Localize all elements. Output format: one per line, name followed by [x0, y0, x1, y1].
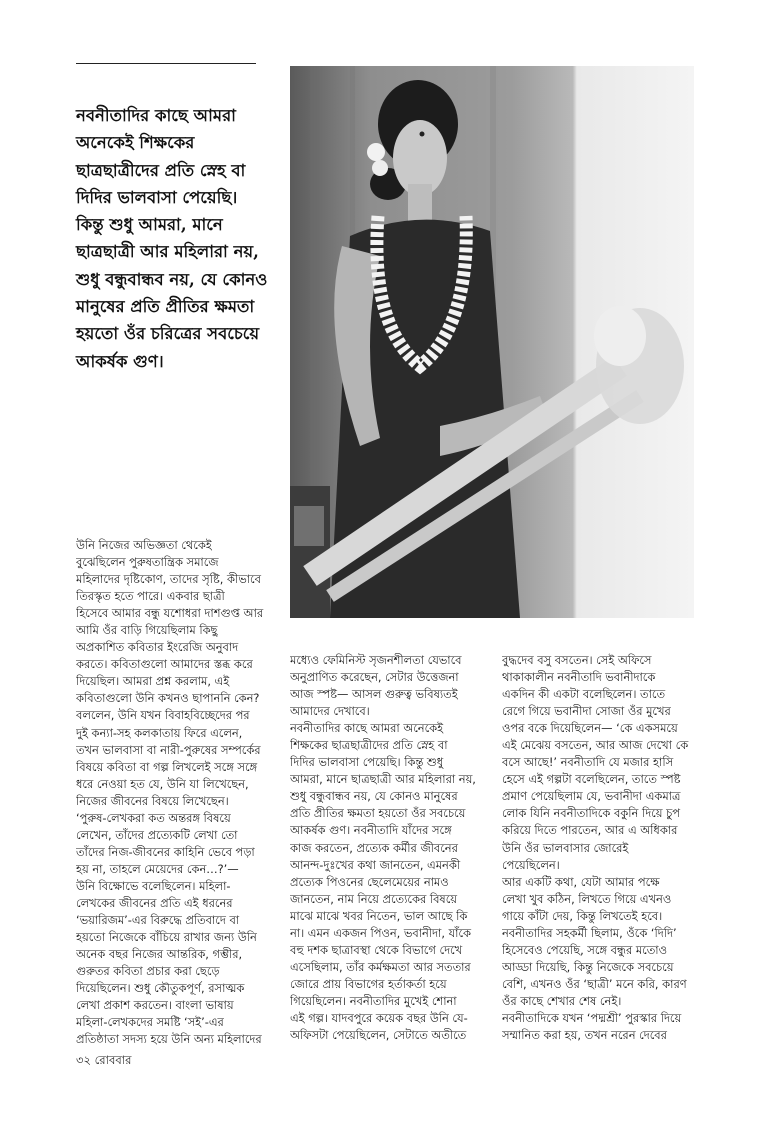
- article-column-3: বুদ্ধদেব বসু বসতেন। সেই অফিসে থাকাকালীন নবনীতাদি ভবানীদাকে একদিন কী একটা বলেছিলেন। তাতে রেগে গিয়ে ভবানীদা সোজা ওঁর মুখের ওপর বকে দিয়েছিলেন— ‘কে একসময়ে এই মেঝেয় বসতেন, আর আজ দেখো কে বসে আছে!’ নবনীতাদি যে মজার হাসি হেসে এই গল্পটা বলেছিলেন, তাতে স্পষ্ট প্রমাণ পেয়েছিলাম যে, ভবানীদা একমাত্র লোক যিনি নবনীতাদিকে বকুনি দিয়ে চুপ করিয়ে দিতে পারতেন, আর এ অধিকার উনি ওঁর ভালবাসার জোরেই পেয়েছিলেন। আর একটি কথা, যেটা আমার পক্ষে লেখা খুব কঠিন, লিখতে গিয়ে এখনও গায়ে কাঁটা দেয়, কিন্তু লিখতেই হবে। নবনীতাদির সহকর্মী ছিলাম, ওঁকে ‘দিদি’ হিসেবেও পেয়েছি, সঙ্গে বন্ধুর মতোও আড্ডা দিয়েছি, কিন্তু নিজেকে সবচেয়ে বেশি, এখনও ওঁর ‘ছাত্রী’ মনে করি, কারণ ওঁর কাছে শেখার শেষ নেই। নবনীতাদিকে যখন ‘পদ্মশ্রী’ পুরস্কার দিয়ে সম্মানিত করা হয়, তখন নরেন দেবের: [502, 653, 689, 1043]
- page-footer: [76, 1052, 131, 1071]
- top-rule: [76, 63, 256, 64]
- portrait-photo: [290, 66, 694, 618]
- article-column-1: উনি নিজের অভিজ্ঞতা থেকেই বুঝেছিলেন পুরুষতান্ত্রিক সমাজে মহিলাদের দৃষ্টিকোণ, তাদের সৃষ্টি, কীভাবে তিরস্কৃত হতে পারে। একবার ছাত্রী হিসেবে আমার বন্ধু যশোধরা দাশগুপ্ত আর আমি ওঁর বাড়ি গিয়েছিলাম কিছু অপ্রকাশিত কবিতার ইংরেজি অনুবাদ করতে। কবিতাগুলো আমাদের স্তব্ধ করে দিয়েছিল। আমরা প্রশ্ন করলাম, এই কবিতাগুলো উনি কখনও ছাপাননি কেন? বললেন, উনি যখন বিবাহবিচ্ছেদের পর দুই কন্যা-সহ কলকাতায় ফিরে এলেন, তখন ভালবাসা বা নারী-পুরুষের সম্পর্কের বিষয়ে কবিতা বা গল্প লিখলেই সঙ্গে সঙ্গে ধরে নেওয়া হত যে, উনি যা লিখেছেন, নিজের জীবনের বিষয়ে লিখেছেন। ‘পুরুষ-লেখকরা কত অন্তরঙ্গ বিষয়ে লেখেন, তাঁদের প্রত্যেকটি লেখা তো তাঁদের নিজ-জীবনের কাহিনি ভেবে পড়া হয় না, তাহলে মেয়েদের কেন…?’— উনি বিক্ষোভে বলেছিলেন। মহিলা- লেখকের জীবনের প্রতি এই ধরনের ‘ভয়ারিজম’-এর বিরুদ্ধে প্রতিবাদে বা হয়তো নিজেকে বাঁচিয়ে রাখার জন্য উনি অনেক বছর নিজের আন্তরিক, গম্ভীর, গুরুতর কবিতা প্রচার করা ছেড়ে দিয়েছিলেন। শুধু কৌতুকপূর্ণ, রসাত্মক লেখা প্রকাশ করতেন। বাংলা ভাষায় মহিলা-লেখকদের সমষ্টি ‘সই’-এর প্রতিষ্ঠাতা সদস্য হয়ে উনি অন্য মহিলাদের: [76, 538, 264, 1047]
- pull-quote: নবনীতাদির কাছে আমরা অনেকেই শিক্ষকের ছাত্রছাত্রীদের প্রতি স্নেহ বা দিদির ভালবাসা পেয়েছি। কিন্তু শুধু আমরা, মানে ছাত্রছাত্রী আর মহিলারা নয়, শুধু বন্ধুবান্ধব নয়, যে কোনও মানুষের প্রতি প্রীতির ক্ষমতা হয়তো ওঁর চরিত্রের সবচেয়ে আকর্ষক গুণ।: [76, 106, 268, 371]
- page-number: ৩২: [76, 1053, 91, 1067]
- article-column-2: মধ্যেও ফেমিনিস্ট সৃজনশীলতা যেভাবে অনুপ্রাণিত করেছেন, সেটার উত্তেজনা আজ স্পষ্ট— আসল গুরুত্ব ভবিষ্যতই আমাদের দেখাবে। নবনীতাদির কাছে আমরা অনেকেই শিক্ষকের ছাত্রছাত্রীদের প্রতি স্নেহ বা দিদির ভালবাসা পেয়েছি। কিন্তু শুধু আমরা, মানে ছাত্রছাত্রী আর মহিলারা নয়, শুধু বন্ধুবান্ধব নয়, যে কোনও মানুষের প্রতি প্রীতির ক্ষমতা হয়তো ওঁর সবচেয়ে আকর্ষক গুণ। নবনীতাদি যাঁদের সঙ্গে কাজ করতেন, প্রত্যেক কর্মীর জীবনের আনন্দ-দুঃখের কথা জানতেন, এমনকী প্রত্যেক পিওনের ছেলেমেয়ের নামও জানতেন, নাম নিয়ে প্রত্যেকের বিষয়ে মাঝে মাঝে খবর নিতেন, ভাল আছে কি না। এমন একজন পিওন, ভবানীদা, যাঁকে বহু দশক ছাত্রাবস্থা থেকে বিভাগে দেখে এসেছিলাম, তাঁর কর্মক্ষমতা আর সততার জোরে প্রায় বিভাগের হর্তাকর্তা হয়ে গিয়েছিলেন। নবনীতাদির মুখেই শোনা এই গল্প। যাদবপুরে কয়েক বছর উনি যে- অফিসটা পেয়েছিলেন, সেটাতে অতীতে: [290, 653, 476, 1043]
- section-name: রোববার: [94, 1053, 132, 1067]
